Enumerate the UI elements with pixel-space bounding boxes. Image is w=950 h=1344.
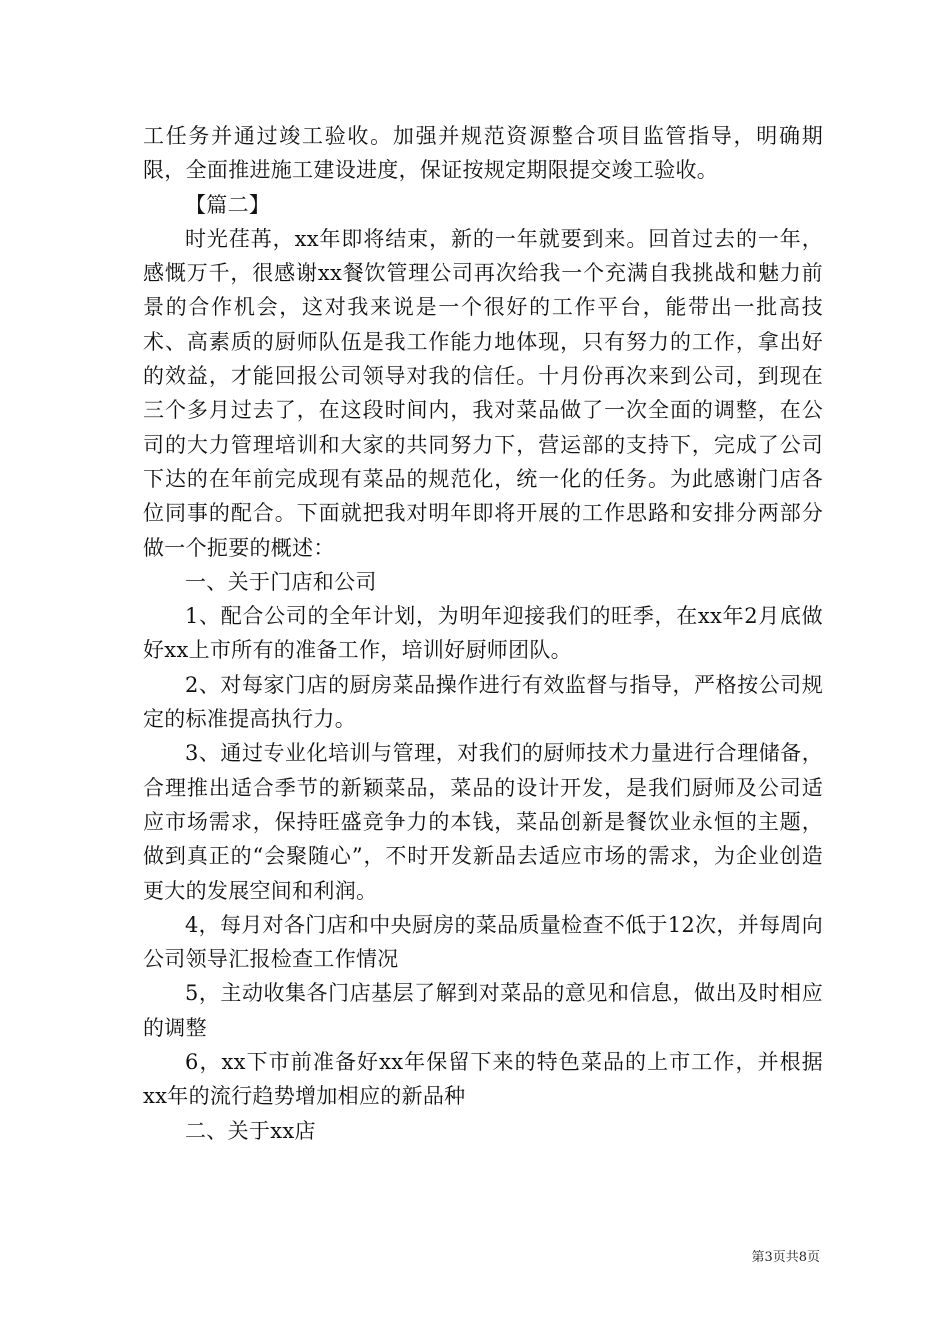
list-item-6: 6，xx下市前准备好xx年保留下来的特色菜品的上市工作，并根据xx年的流行趋势增加相应的新品种	[143, 1050, 823, 1109]
paragraph-continuation: 工任务并通过竣工验收。加强并规范资源整合项目监管指导，明确期限，全面推进施工建设进度，保证按规定期限提交竣工验收。	[143, 124, 823, 183]
paragraph-intro: 时光荏苒，xx年即将结束，新的一年就要到来。回首过去的一年，感慨万千，很感谢xx餐饮管理公司再次给我一个充满自我挑战和魅力前景的合作机会，这对我来说是一个很好的工作平台，能带出一批高技术、高素质的厨师队伍是我工作能力地体现，只有努力的工作，拿出好的效益，才能回报公司领导对我的信任。十月份再次来到公司，到现在三个多月过去了，在这段时间内，我对菜品做了一次全面的调整，在公司的大力管理培训和大家的共同努力下，营运部的支持下，完成了公司下达的在年前完成现有菜品的规范化，统一化的任务。为此感谢门店各位同事的配合。下面就把我对明年即将开展的工作思路和安排分两部分做一个扼要的概述：	[143, 226, 823, 560]
section-heading-stores-company: 一、关于门店和公司	[185, 569, 377, 594]
section-heading-part-two: 【篇二】	[185, 192, 271, 217]
list-item-3: 3、通过专业化培训与管理，对我们的厨师技术力量进行合理储备，合理推出适合季节的新颖菜品，菜品的设计开发，是我们厨师及公司适应市场需求，保持旺盛竞争力的本钱，菜品创新是餐饮业永恒的主题，做到真正的“会聚随心”，不时开发新品去适应市场的需求，为企业创造更大的发展空间和利润。	[143, 741, 823, 903]
section-heading-xx-store: 二、关于xx店	[185, 1118, 316, 1143]
page-number: 第3页共8页	[751, 1250, 820, 1265]
list-item-2: 2、对每家门店的厨房菜品操作进行有效监督与指导，严格按公司规定的标准提高执行力。	[143, 672, 823, 732]
list-item-5: 5，主动收集各门店基层了解到对菜品的意见和信息，做出及时相应的调整	[143, 981, 823, 1040]
list-item-1: 1、配合公司的全年计划，为明年迎接我们的旺季，在xx年2月底做好xx上市所有的准备工作，培训好厨师团队。	[143, 604, 823, 663]
document-body	[143, 119, 823, 1148]
list-item-4: 4，每月对各门店和中央厨房的菜品质量检查不低于12次，并每周向公司领导汇报检查工作情况	[143, 912, 823, 972]
